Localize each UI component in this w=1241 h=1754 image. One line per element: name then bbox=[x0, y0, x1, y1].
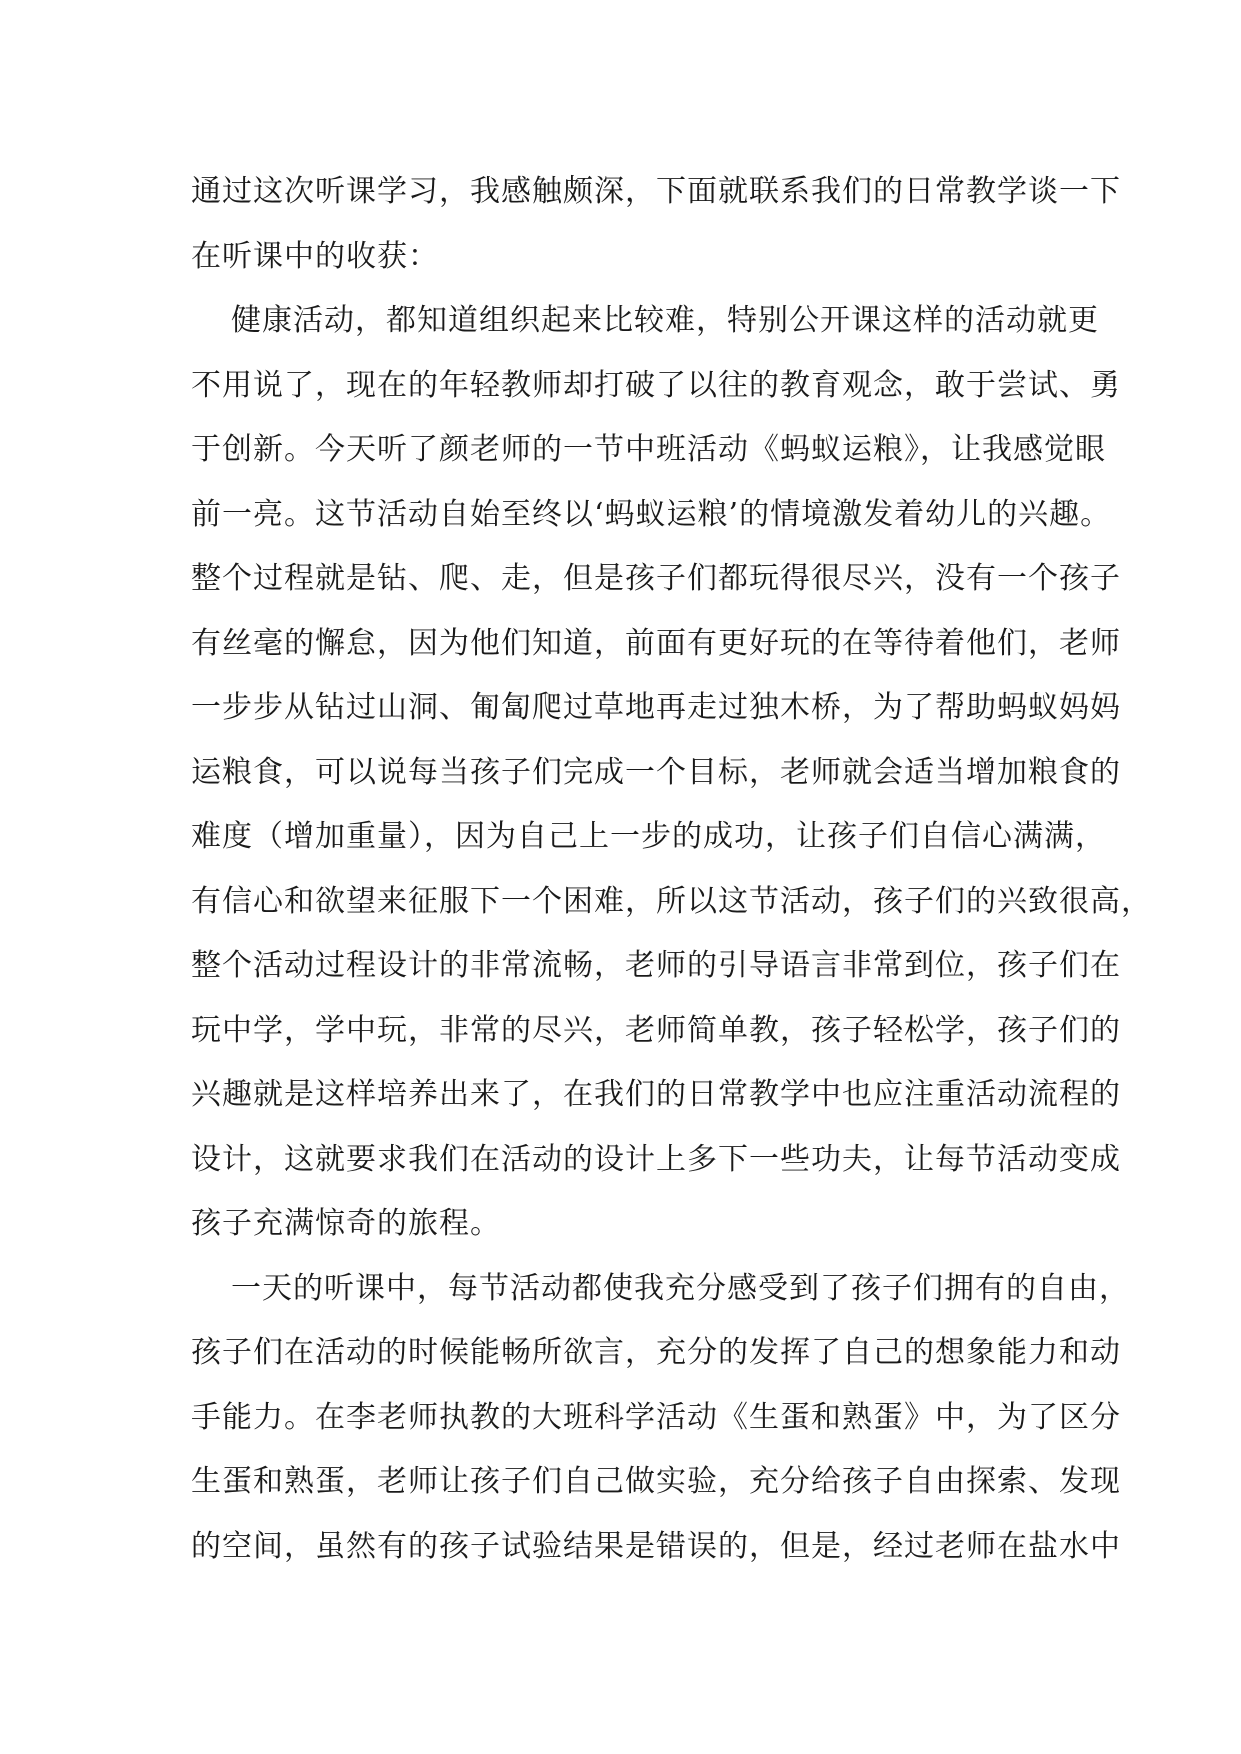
text-line: 设计，这就要求我们在活动的设计上多下一些功夫，让每节活动变成 bbox=[191, 1141, 1121, 1177]
text-line: 玩中学，学中玩，非常的尽兴，老师简单教，孩子轻松学，孩子们的 bbox=[191, 1012, 1121, 1048]
text-line: 不用说了，现在的年轻教师却打破了以往的教育观念，敢于尝试、勇 bbox=[191, 367, 1121, 403]
text-line: 孩子们在活动的时候能畅所欲言，充分的发挥了自己的想象能力和动 bbox=[191, 1335, 1121, 1370]
text-line: 孩子充满惊奇的旅程。 bbox=[191, 1206, 501, 1241]
text-line: 整个活动过程设计的非常流畅，老师的引导语言非常到位，孩子们在 bbox=[191, 948, 1121, 983]
text-line: 有信心和欲望来征服下一个困难，所以这节活动，孩子们的兴致很高， bbox=[191, 883, 1152, 919]
text-line: 生蛋和熟蛋，老师让孩子们自己做实验，充分给孩子自由探索、发现 bbox=[191, 1464, 1121, 1499]
paragraph-start-line: 健康活动，都知道组织起来比较难，特别公开课这样的活动就更 bbox=[231, 303, 1099, 338]
text-line: 的空间，虽然有的孩子试验结果是错误的，但是，经过老师在盐水中 bbox=[191, 1528, 1121, 1564]
paragraph-start-line: 一天的听课中，每节活动都使我充分感受到了孩子们拥有的自由， bbox=[231, 1270, 1130, 1306]
text-line: 通过这次听课学习，我感触颇深，下面就联系我们的日常教学谈一下 bbox=[191, 174, 1121, 209]
text-line: 兴趣就是这样培养出来了，在我们的日常教学中也应注重活动流程的 bbox=[191, 1077, 1121, 1112]
text-line: 于创新。今天听了颜老师的一节中班活动《蚂蚁运粮》，让我感觉眼 bbox=[191, 432, 1106, 467]
text-line: 运粮食，可以说每当孩子们完成一个目标，老师就会适当增加粮食的 bbox=[191, 754, 1121, 790]
text-line: 有丝毫的懈怠，因为他们知道，前面有更好玩的在等待着他们，老师 bbox=[191, 625, 1121, 661]
text-line: 在听课中的收获： bbox=[191, 238, 439, 274]
text-line: 整个过程就是钻、爬、走，但是孩子们都玩得很尽兴，没有一个孩子 bbox=[191, 561, 1121, 596]
text-line: 难度（增加重量），因为自己上一步的成功，让孩子们自信心满满， bbox=[191, 819, 1106, 854]
document-body bbox=[191, 160, 1152, 1579]
text-line: 手能力。在李老师执教的大班科学活动《生蛋和熟蛋》中，为了区分 bbox=[191, 1399, 1121, 1435]
text-line: 前一亮。这节活动自始至终以‘蚂蚁运粮’的情境激发着幼儿的兴趣。 bbox=[191, 496, 1112, 532]
text-line: 一步步从钻过山洞、匍匐爬过草地再走过独木桥，为了帮助蚂蚁妈妈 bbox=[191, 690, 1121, 725]
